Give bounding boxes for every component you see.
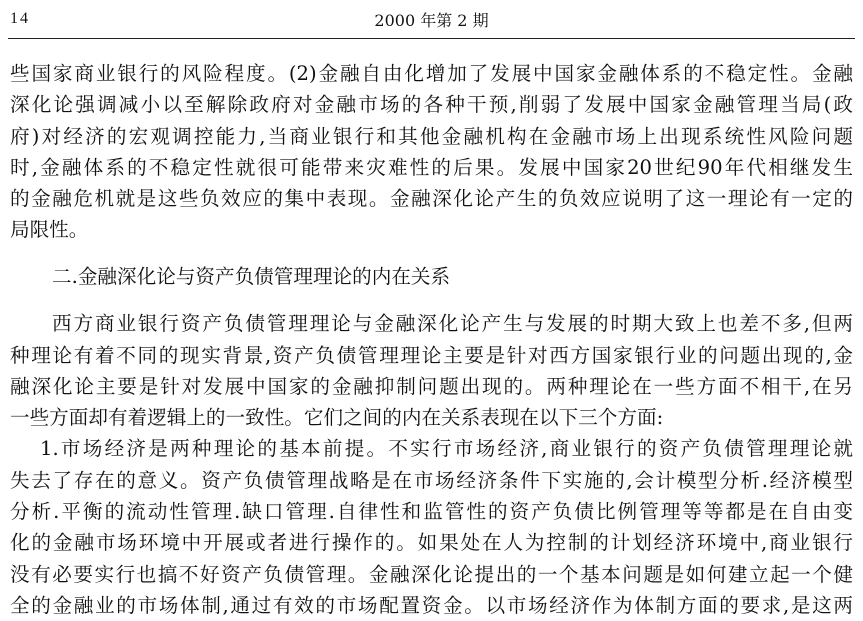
text-line: 些国家商业银行的风险程度。(2)金融自由化增加了发展中国家金融体系的不稳定性。金融 bbox=[10, 62, 853, 85]
paragraph-two-theories bbox=[10, 308, 853, 433]
text-line: 时,金融体系的不稳定性就很可能带来灾难性的后果。发展中国家20世纪90年代相继发生 bbox=[10, 155, 853, 179]
text-line: 府)对经济的宏观调控能力,当商业银行和其他金融机构在金融市场上出现系统性风险问题 bbox=[10, 124, 853, 148]
text-line: 1.市场经济是两种理论的基本前提。不实行市场经济,商业银行的资产负债管理理论就 bbox=[40, 437, 853, 461]
text-line: 化的金融市场环境中开展或者进行操作的。如果处在人为控制的计划经济环境中,商业银行 bbox=[10, 531, 853, 555]
paragraph-gap bbox=[10, 246, 853, 262]
section-heading: 二.金融深化论与资产负债管理理论的内在关系 bbox=[52, 265, 451, 289]
text-line: 种理论有着不同的现实背景,资产负债管理理论主要是针对西方国家银行业的问题出现的,金 bbox=[10, 343, 853, 367]
text-line: 西方商业银行资产负债管理理论与金融深化论产生与发展的时期大致上也差不多,但两 bbox=[52, 312, 853, 336]
text-line: 深化论强调减小以至解除政府对金融市场的各种干预,削弱了发展中国家金融管理当局(政 bbox=[10, 93, 853, 117]
body-text bbox=[10, 58, 853, 621]
header-rule bbox=[8, 38, 855, 39]
text-line: 融深化论主要是针对发展中国家的金融抑制问题出现的。两种理论在一些方面不相干,在另 bbox=[10, 374, 853, 398]
paragraph-risk-effects bbox=[10, 58, 853, 246]
text-line: 失去了存在的意义。资产负债管理战略是在市场经济条件下实施的,会计模型分析.经济模型 bbox=[10, 468, 853, 492]
text-line: 的金融危机就是这些负效应的集中表现。金融深化论产生的负效应说明了这一理论有一定的 bbox=[10, 187, 853, 211]
page-header bbox=[0, 0, 863, 38]
page-number: 14 bbox=[10, 10, 30, 27]
text-line: 全的金融业的市场体制,通过有效的市场配置资金。以市场经济作为体制方面的要求,是这两 bbox=[10, 593, 853, 617]
text-line: 没有必要实行也搞不好资产负债管理。金融深化论提出的一个基本问题是如何建立起一个健 bbox=[10, 562, 853, 586]
journal-issue: 2000 年第 2 期 bbox=[374, 11, 489, 30]
text-line: 局限性。 bbox=[10, 218, 89, 242]
text-line: 一些方面却有着逻辑上的一致性。它们之间的内在关系表现在以下三个方面: bbox=[10, 406, 664, 430]
paragraph-gap bbox=[10, 293, 853, 309]
text-line: 分析.平衡的流动性管理.缺口管理.自律性和监管性的资产负债比例管理等等都是在自由变 bbox=[10, 500, 853, 524]
paragraph-market-economy bbox=[10, 433, 853, 621]
